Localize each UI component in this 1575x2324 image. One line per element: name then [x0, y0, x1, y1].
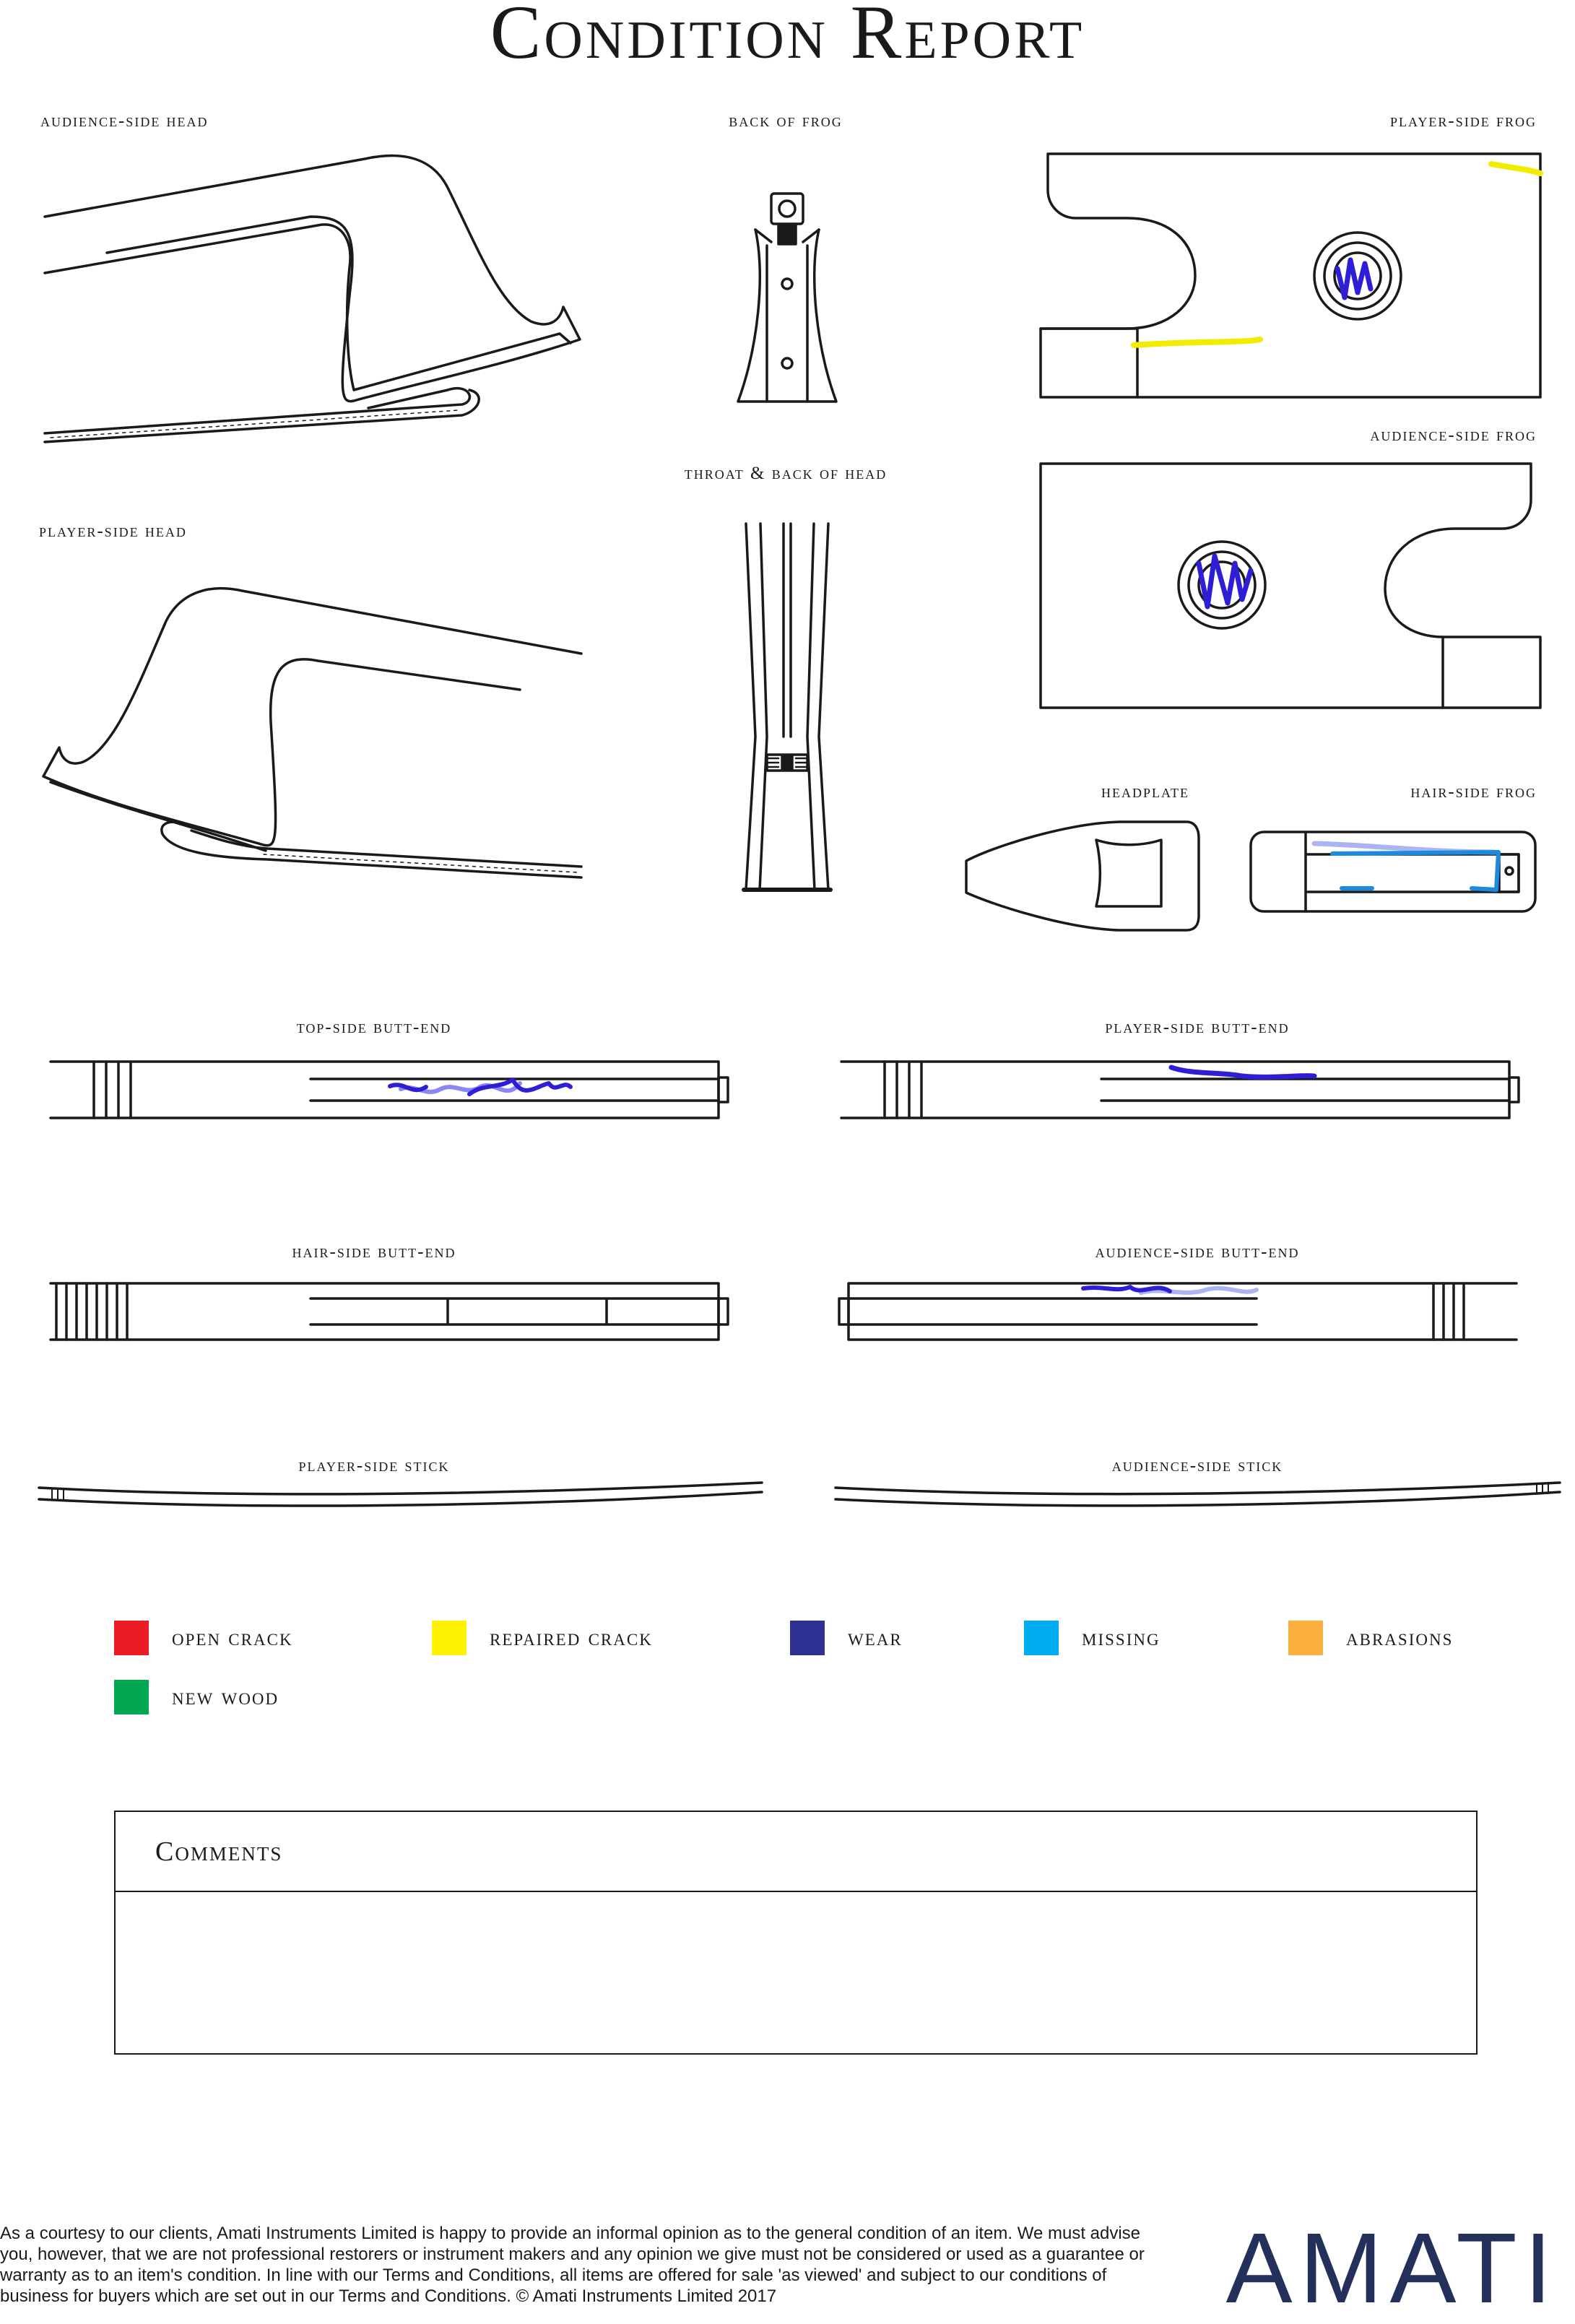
page-title: Condition Report: [490, 0, 1085, 74]
legend-repaired-crack: [432, 1621, 653, 1655]
comments-field[interactable]: [116, 1892, 1476, 2052]
label-player-side-head: player-side head: [39, 521, 187, 541]
legend-swatch-cyan: [1024, 1621, 1059, 1655]
player-side-butt-end-drawing: [841, 1062, 1519, 1118]
comments-box: [114, 1811, 1478, 2055]
headplate-drawing: [966, 822, 1199, 930]
legend-swatch-orange: [1288, 1621, 1323, 1655]
throat-back-of-head-drawing: [744, 524, 830, 890]
legend-label: new wood: [172, 1683, 279, 1710]
disclaimer-text: As a courtesy to our clients, Amati Instruments Limited is happy to provide an informal opinion as to the general condition of an item. We must advise you, however, that we are not professional restorers or instrument makers and any opinion we give must not be considered or used as a guarantee or warranty as to an item's condition. In line with our Terms and Conditions, all items are offered for sale 'as viewed' and subject to our conditions of business for buyers which are set out in our Terms and Conditions. © Amati Instruments Limited 2017: [0, 2224, 1145, 2306]
hair-side-butt-end-drawing: [51, 1283, 728, 1340]
legend-missing: [1024, 1621, 1160, 1655]
label-hair-side-frog: hair-side frog: [1410, 782, 1537, 802]
label-top-side-butt-end: top-side butt-end: [296, 1018, 452, 1037]
comments-heading: Comments: [116, 1812, 1476, 1892]
label-player-side-frog: player-side frog: [1390, 111, 1537, 131]
legend-swatch-navy: [790, 1621, 825, 1655]
legend-swatch-yellow: [432, 1621, 467, 1655]
legend-open-crack: [114, 1621, 293, 1655]
legend-abrasions: [1288, 1621, 1453, 1655]
legend-label: missing: [1082, 1624, 1160, 1651]
back-of-frog-drawing: [738, 194, 836, 402]
label-audience-side-butt-end: audience-side butt-end: [1095, 1242, 1300, 1262]
label-audience-side-frog: audience-side frog: [1370, 425, 1537, 445]
label-audience-side-stick: audience-side stick: [1111, 1456, 1283, 1475]
label-hair-side-butt-end: hair-side butt-end: [292, 1242, 456, 1262]
label-headplate: headplate: [1101, 782, 1189, 802]
audience-side-stick-drawing: [836, 1483, 1560, 1506]
amati-logo: AMATI: [1225, 2213, 1559, 2324]
top-side-butt-end-drawing: [51, 1062, 728, 1118]
audience-side-head-drawing: [45, 156, 580, 442]
label-player-side-butt-end: player-side butt-end: [1105, 1018, 1290, 1037]
hair-side-frog-drawing: [1251, 832, 1535, 911]
player-side-frog-drawing: [1041, 154, 1540, 397]
audience-side-butt-end-drawing: [839, 1283, 1517, 1340]
label-back-of-frog: back of frog: [729, 111, 843, 131]
audience-side-frog-drawing: [1041, 464, 1540, 708]
legend-wear: [790, 1621, 903, 1655]
legend-label: wear: [848, 1624, 903, 1651]
legend-swatch-red: [114, 1621, 149, 1655]
legend-label: open crack: [172, 1624, 293, 1651]
legend-label: repaired crack: [490, 1624, 653, 1651]
legend-label: abrasions: [1346, 1624, 1454, 1651]
label-audience-side-head: audience-side head: [40, 111, 209, 131]
label-throat-back-of-head: throat & back of head: [684, 464, 888, 483]
legend-swatch-green: [114, 1680, 149, 1714]
legend-new-wood: [114, 1680, 279, 1714]
label-player-side-stick: player-side stick: [298, 1456, 450, 1475]
player-side-head-drawing: [43, 589, 581, 877]
player-side-stick-drawing: [39, 1483, 762, 1506]
